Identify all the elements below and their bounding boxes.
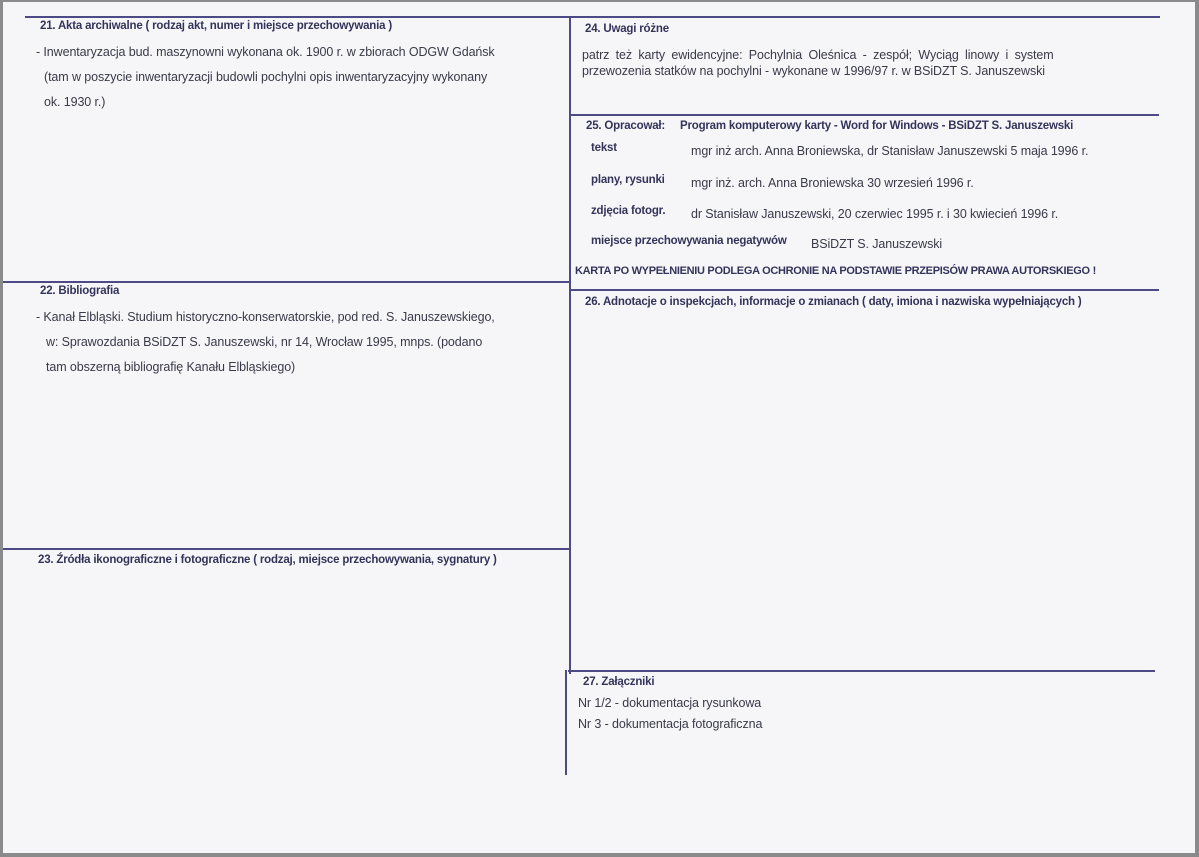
section-25-value-text: mgr inż arch. Anna Broniewska, dr Stanisław Januszewski 5 maja 1996 r. — [691, 144, 1089, 158]
section-21-22-divider — [3, 281, 570, 283]
section-24-heading: 24. Uwagi różne — [585, 23, 669, 35]
section-24-25-divider — [570, 114, 1159, 116]
center-divider-lower — [565, 670, 567, 775]
section-25-label-text: tekst — [591, 142, 617, 154]
section-26-27-divider — [568, 670, 1155, 672]
section-25-label-negatives: miejsce przechowywania negatywów — [591, 235, 787, 247]
section-23-heading: 23. Źródła ikonograficzne i fotograficzne ( rodzaj, miejsce przechowywania, sygnatury ) — [38, 554, 497, 566]
section-26-heading: 26. Adnotacje o inspekcjach, informacje o zmianach ( daty, imiona i nazwiska wypełniających ) — [585, 296, 1082, 308]
archive-record-card — [3, 2, 1195, 853]
section-21-heading: 21. Akta archiwalne ( rodzaj akt, numer i miejsce przechowywania ) — [40, 20, 392, 32]
section-25-value-negatives: BSiDZT S. Januszewski — [811, 237, 943, 251]
section-22-heading: 22. Bibliografia — [40, 285, 120, 297]
section-25-heading: 25. Opracował: — [586, 120, 666, 132]
copyright-notice: KARTA PO WYPEŁNIENIU PODLEGA OCHRONIE NA PODSTAWIE PRZEPISÓW PRAWA AUTORSKIEGO ! — [575, 265, 1096, 277]
section-24-line-1: patrz też karty ewidencyjne: Pochylnia Oleśnica - zespół; Wyciąg linowy i system — [582, 48, 1054, 62]
section-25-26-divider — [570, 289, 1159, 291]
section-27-heading: 27. Załączniki — [583, 676, 655, 688]
section-25-value-photos: dr Stanisław Januszewski, 20 czerwiec 1995 r. i 30 kwiecień 1996 r. — [691, 207, 1059, 221]
section-22-line-2: w: Sprawozdania BSiDZT S. Januszewski, nr 14, Wrocław 1995, mnps. (podano — [46, 335, 483, 349]
section-27-line-1: Nr 1/2 - dokumentacja rysunkowa — [578, 696, 762, 710]
section-25-program-note: Program komputerowy karty - Word for Windows - BSiDZT S. Januszewski — [680, 120, 1074, 132]
section-24-line-2: przewozenia statków na pochylni - wykonane w 1996/97 r. w BSiDZT S. Januszewski — [582, 64, 1045, 78]
section-21-line-2: (tam w poszycie inwentaryzacji budowli pochylni opis inwentaryzacyjny wykonany — [44, 70, 488, 84]
section-21-line-1: - Inwentaryzacja bud. maszynowni wykonana ok. 1900 r. w zbiorach ODGW Gdańsk — [36, 45, 495, 59]
section-25-label-photos: zdjęcia fotogr. — [591, 205, 666, 217]
section-27-line-2: Nr 3 - dokumentacja fotograficzna — [578, 717, 763, 731]
section-21-line-3: ok. 1930 r.) — [44, 95, 106, 109]
section-22-line-3: tam obszerną bibliografię Kanału Elbląskiego) — [46, 360, 296, 374]
top-rule — [25, 16, 1160, 18]
section-25-value-drawings: mgr inż. arch. Anna Broniewska 30 wrzesień 1996 r. — [691, 176, 974, 190]
section-22-23-divider — [3, 548, 570, 550]
section-22-line-1: - Kanał Elbląski. Studium historyczno-konserwatorskie, pod red. S. Januszewskiego, — [36, 310, 495, 324]
section-25-label-drawings: plany, rysunki — [591, 174, 665, 186]
